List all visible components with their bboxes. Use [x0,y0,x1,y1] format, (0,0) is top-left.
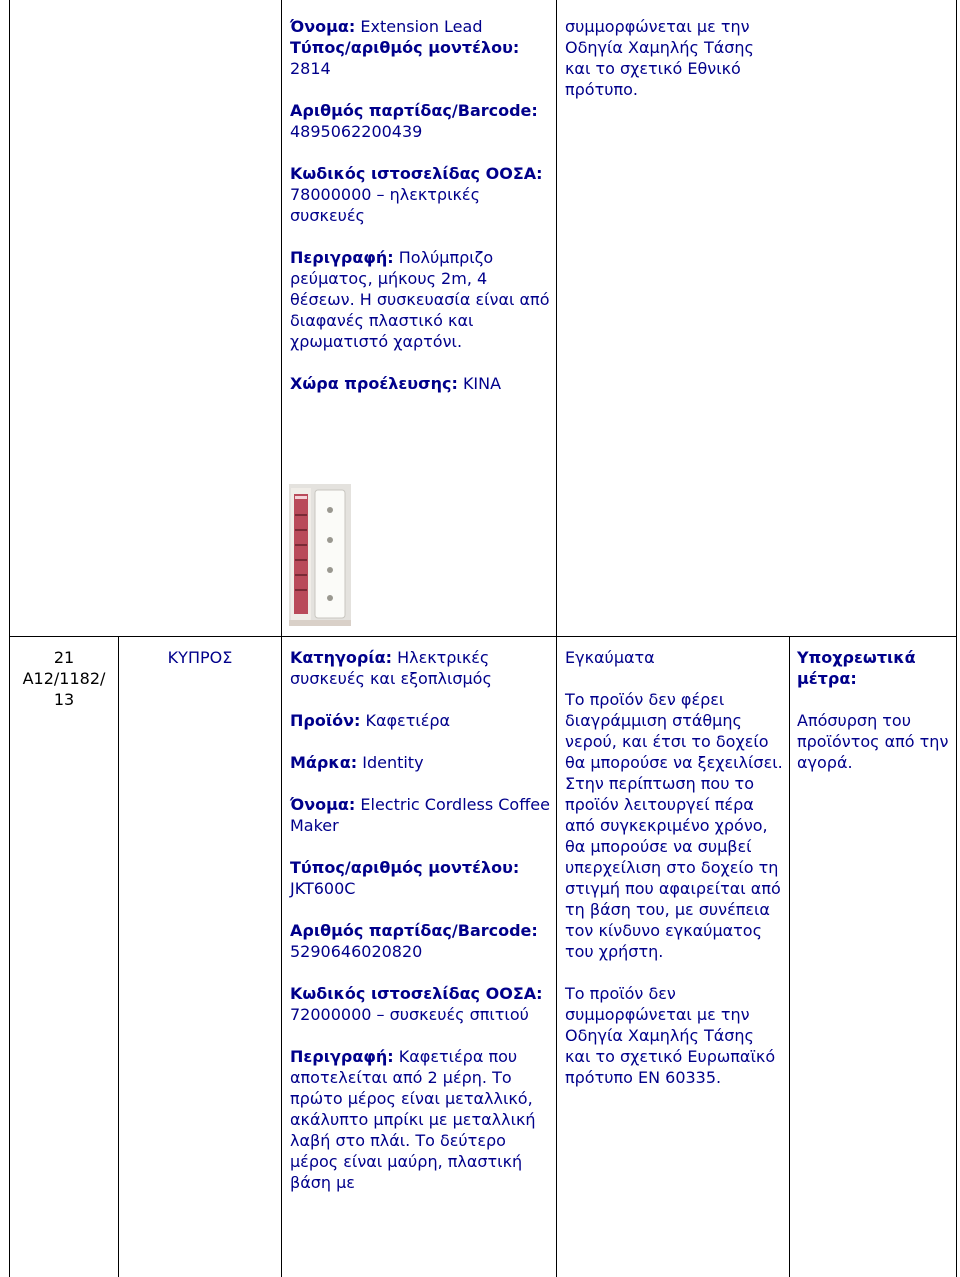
field-description: Περιγραφή: Καφετιέρα που αποτελείται από 2 μέρη. Το πρώτο μέρος είναι μεταλλικό, ακάλυπτο μπρίκι με μεταλλική λαβή στο πλάι. Το δεύτερο μέρος είναι μαύρη, πλαστική βάση με [290,1047,536,1192]
field-name: Όνομα: Electric Cordless Coffee Maker [290,795,550,835]
grid-line [118,636,119,1277]
risk-type: Εγκαύματα [565,648,655,667]
row1-product-cell [290,16,552,394]
row2-measures-cell [797,647,953,773]
row2-country-cell [119,647,281,668]
field-barcode: Αριθμός παρτίδας/Barcode: 5290646020820 [290,921,538,961]
compliance-text: συμμορφώνεται με την Οδηγία Χαμηλής Τάσης και το σχετικό Εθνικό πρότυπο. [565,17,754,99]
grid-line [281,0,282,1277]
row2-number-cell [10,647,118,710]
field-oecd-code: Κωδικός ιστοσελίδας ΟΟΣΑ: 72000000 – συσκευές σπιτιού [290,984,543,1024]
row2-product-cell [290,647,552,1193]
compliance-text: Το προϊόν δεν συμμορφώνεται με την Οδηγία Χαμηλής Τάσης και το σχετικό Ευρωπαϊκό πρότυπο EN 60335. [565,984,776,1087]
field-origin: Χώρα προέλευσης: ΚΙΝΑ [290,374,502,393]
field-category: Κατηγορία: Ηλεκτρικές συσκευές και εξοπλισμός [290,648,492,688]
product-photo [289,484,351,626]
measures-value: Απόσυρση του προϊόντος από την αγορά. [797,711,949,772]
grid-line [556,0,557,1277]
field-name: Όνομα: Extension Lead Τύπος/αριθμός μοντέλου: 2814 [290,17,520,78]
notifying-country: ΚΥΠΡΟΣ [167,648,233,667]
entry-number: 21 [53,648,75,667]
risk-description: Το προϊόν δεν φέρει διαγράμμιση στάθμης νερού, και έτσι το δοχείο θα μπορούσε να ξεχειλίσει. Στην περίπτωση που το προϊόν λειτουργεί πέρα από συγκεκριμένο χρόνο, θα μπορούσε να συμβεί υπερχείλιση στο δοχείο τη στιγμή που αφαιρείται από τη βάση του, με συνέπεια τον κίνδυνο εγκαύματος του χρήστη. [565,690,783,961]
notification-reference: A12/1182/ 13 [22,669,106,709]
row2-risk-cell [565,647,783,1088]
grid-line [956,0,957,1277]
row1-risk-cell [565,16,775,100]
grid-line [789,636,790,1277]
grid-line [9,0,10,1277]
field-barcode: Αριθμός παρτίδας/Barcode: 4895062200439 [290,101,538,141]
field-model: Τύπος/αριθμός μοντέλου: JKT600C [290,858,520,898]
grid-line [9,636,957,637]
field-product: Προϊόν: Καφετιέρα [290,711,451,730]
field-description: Περιγραφή: Πολύμπριζο ρεύματος, μήκους 2m, 4 θέσεων. Η συσκευασία είναι από διαφανές πλαστικό και χρωματιστό χαρτόνι. [290,248,550,351]
measures-label: Υποχρεωτικά μέτρα: [797,648,916,688]
field-brand: Μάρκα: Identity [290,753,424,772]
field-oecd-code: Κωδικός ιστοσελίδας ΟΟΣΑ: 78000000 – ηλεκτρικές συσκευές [290,164,543,225]
